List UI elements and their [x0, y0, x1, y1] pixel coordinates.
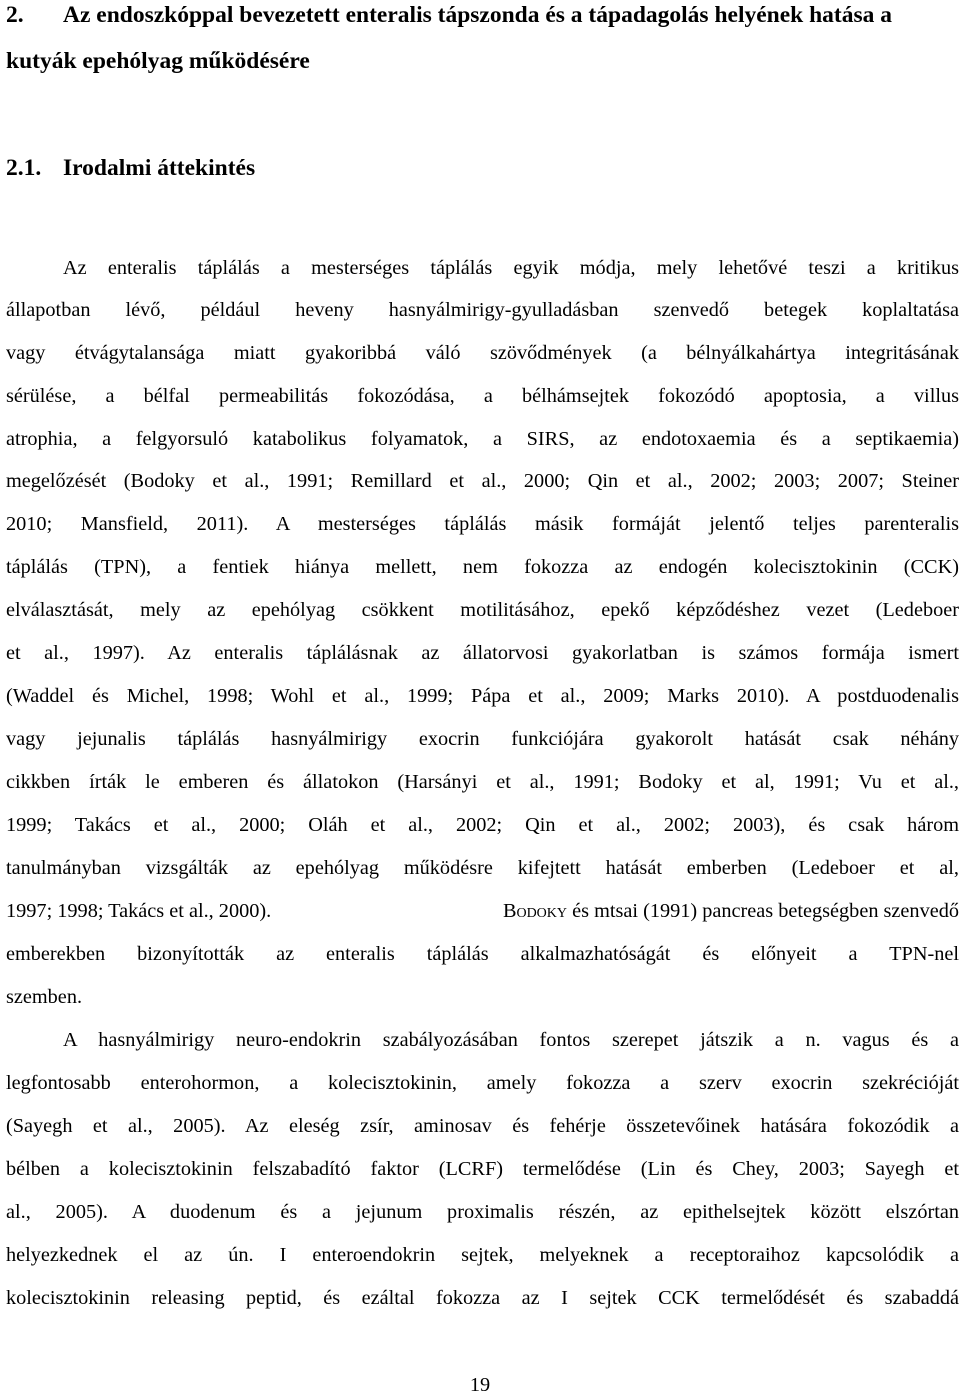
text-line: bélben a kolecisztokinin felszabadító faktor (LCRF) termelődése (Lin és Chey, 2003; Sayegh et	[6, 1158, 959, 1180]
text-line: (Waddel és Michel, 1998; Wohl et al., 1999; Pápa et al., 2009; Marks 2010). A postduodenalis	[6, 685, 959, 707]
text-line: legfontosabb enterohormon, a kolecisztokinin, amely fokozza a szerv exocrin szekrécióját	[6, 1072, 959, 1094]
text-line: (Sayegh et al., 2005). Az eleség zsír, aminosav és fehérje összetevőinek hatására fokozódik a	[6, 1115, 959, 1137]
text-line: táplálás (TPN), a fentiek hiánya mellett, nem fokozza az endogén kolecisztokinin (CCK)	[6, 556, 959, 578]
chapter-heading	[6, 0, 936, 84]
text-fragment: és mtsai (1991) pancreas betegségben szenvedő	[567, 900, 959, 922]
section-title: Irodalmi áttekintés	[63, 155, 256, 181]
text-line: al., 2005). A duodenum és a jejunum proximalis részén, az epithelsejtek között elszórtan	[6, 1201, 959, 1223]
chapter-title: Az endoszkóppal bevezetett enteralis tápszonda és a tápadagolás helyének hatása a kutyák epehólyag működésére	[6, 2, 893, 74]
text-line: A hasnyálmirigy neuro-endokrin szabályozásában fontos szerepet játszik a n. vagus és a	[63, 1029, 959, 1051]
text-line: szemben.	[6, 986, 83, 1008]
text-fragment	[503, 898, 959, 924]
text-line: elválasztását, mely az epehólyag csökkent motilitásához, epekő képződéshez vezet (Ledeboer	[6, 599, 959, 621]
page-number: 19	[469, 1374, 491, 1396]
text-line	[6, 898, 959, 924]
text-line: et al., 1997). Az enteralis táplálásnak az állatorvosi gyakorlatban is számos formája ismert	[6, 642, 959, 664]
text-line: emberekben bizonyították az enteralis táplálás alkalmazhatóságát és előnyeit a TPN-nel	[6, 943, 959, 965]
author-name: Bodoky	[502, 900, 568, 922]
text-line: kolecisztokinin releasing peptid, és ezáltal fokozza az I sejtek CCK termelődését és szabaddá	[6, 1287, 959, 1309]
text-line: 2010; Mansfield, 2011). A mesterséges táplálás másik formáját jelentő teljes parenteralis	[6, 513, 959, 535]
section-heading	[6, 145, 255, 191]
text-line: vagy étvágytalansága miatt gyakoribbá váló szövődmények (a bélnyálkahártya integritásának	[6, 342, 959, 364]
text-line: vagy jejunalis táplálás hasnyálmirigy exocrin funkciójára gyakorolt hatását csak néhány	[6, 728, 959, 750]
chapter-number: 2.	[6, 2, 24, 28]
text-line: atrophia, a felgyorsuló katabolikus folyamatok, a SIRS, az endotoxaemia és a septikaemia)	[6, 428, 959, 450]
text-line: tanulmányban vizsgálták az epehólyag működésre kifejtett hatását emberben (Ledeboer et al,	[6, 857, 959, 879]
text-line: állapotban lévő, például heveny hasnyálmirigy-gyulladásban szenvedő betegek koplaltatása	[6, 299, 959, 321]
text-line: sérülése, a bélfal permeabilitás fokozódása, a bélhámsejtek fokozódó apoptosia, a villus	[6, 385, 959, 407]
text-line: helyezkednek el az ún. I enteroendokrin sejtek, melyeknek a receptoraihoz kapcsolódik a	[6, 1244, 959, 1266]
text-line: megelőzését (Bodoky et al., 1991; Remillard et al., 2000; Qin et al., 2002; 2003; 2007; Steiner	[6, 470, 959, 492]
text-line: Az enteralis táplálás a mesterséges táplálás egyik módja, mely lehetővé teszi a kritikus	[63, 257, 959, 279]
section-number: 2.1.	[6, 155, 42, 181]
text-fragment: 1997; 1998; Takács et al., 2000).	[6, 900, 272, 922]
text-line: 1999; Takács et al., 2000; Oláh et al., 2002; Qin et al., 2002; 2003), és csak három	[6, 814, 959, 836]
text-line: cikkben írták le emberen és állatokon (Harsányi et al., 1991; Bodoky et al, 1991; Vu et al.,	[6, 771, 959, 793]
